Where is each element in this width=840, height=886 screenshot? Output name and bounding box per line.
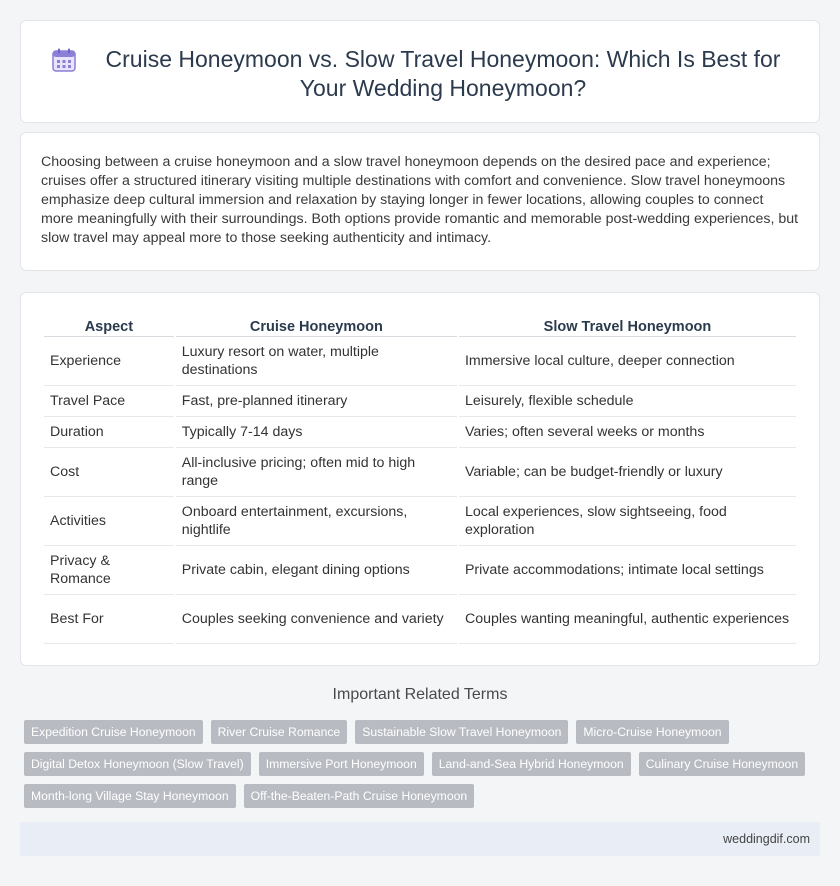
cruise-cell: Private cabin, elegant dining options (176, 546, 457, 595)
cruise-cell: Onboard entertainment, excursions, nightlife (176, 497, 457, 546)
cruise-cell: Fast, pre-planned itinerary (176, 386, 457, 417)
related-term-tag[interactable]: Immersive Port Honeymoon (259, 752, 424, 776)
table-row (44, 546, 796, 595)
table-row (44, 448, 796, 497)
aspect-cell: Experience (44, 337, 174, 386)
footer-site-link[interactable]: weddingdif.com (723, 832, 810, 846)
calendar-icon (51, 47, 77, 73)
related-terms-list (24, 720, 824, 808)
related-term-tag[interactable]: Sustainable Slow Travel Honeymoon (355, 720, 568, 744)
slow-travel-cell: Variable; can be budget-friendly or luxury (459, 448, 796, 497)
slow-travel-cell: Couples wanting meaningful, authentic experiences (459, 595, 796, 644)
table-header-row (44, 315, 796, 337)
related-term-tag[interactable]: Expedition Cruise Honeymoon (24, 720, 203, 744)
footer (20, 822, 820, 856)
comparison-table (42, 315, 798, 644)
aspect-cell: Best For (44, 595, 174, 644)
aspect-cell: Cost (44, 448, 174, 497)
related-term-tag[interactable]: Off-the-Beaten-Path Cruise Honeymoon (244, 784, 475, 808)
related-term-tag[interactable]: Land-and-Sea Hybrid Honeymoon (432, 752, 631, 776)
related-term-tag[interactable]: Micro-Cruise Honeymoon (576, 720, 728, 744)
slow-travel-cell: Local experiences, slow sightseeing, food exploration (459, 497, 796, 546)
slow-travel-cell: Leisurely, flexible schedule (459, 386, 796, 417)
slow-travel-cell: Varies; often several weeks or months (459, 417, 796, 448)
table-row (44, 417, 796, 448)
aspect-cell: Travel Pace (44, 386, 174, 417)
related-terms-title: Important Related Terms (332, 686, 508, 703)
related-term-tag[interactable]: Culinary Cruise Honeymoon (639, 752, 805, 776)
table-row (44, 386, 796, 417)
aspect-cell: Duration (44, 417, 174, 448)
title-card (20, 20, 820, 123)
intro-paragraph: Choosing between a cruise honeymoon and a slow travel honeymoon depends on the desired pace and experience; cruises offer a structured itinerary visiting multiple destinations with comfort and convenience. Slow travel honeymoons emphasize deep cultural immersion and relaxation by staying longer in fewer locations, allowing couples to connect more meaningfully with their surroundings. Both options provide romantic and memorable post-wedding experiences, but slow travel may appeal more to those seeking authenticity and intimacy. (41, 154, 799, 246)
aspect-cell: Activities (44, 497, 174, 546)
page-title: Cruise Honeymoon vs. Slow Travel Honeymoon: Which Is Best for Your Wedding Honeymoon? (105, 46, 781, 101)
cruise-cell: Luxury resort on water, multiple destinations (176, 337, 457, 386)
header-slow-travel: Slow Travel Honeymoon (459, 315, 796, 337)
cruise-cell: Couples seeking convenience and variety (176, 595, 457, 644)
table-row (44, 337, 796, 386)
related-term-tag[interactable]: River Cruise Romance (211, 720, 348, 744)
cruise-cell: Typically 7-14 days (176, 417, 457, 448)
slow-travel-cell: Private accommodations; intimate local settings (459, 546, 796, 595)
slow-travel-cell: Immersive local culture, deeper connection (459, 337, 796, 386)
header-cruise: Cruise Honeymoon (176, 315, 457, 337)
table-row (44, 595, 796, 644)
table-row (44, 497, 796, 546)
aspect-cell: Privacy & Romance (44, 546, 174, 595)
related-term-tag[interactable]: Digital Detox Honeymoon (Slow Travel) (24, 752, 251, 776)
intro-card (20, 132, 820, 271)
comparison-card (20, 292, 820, 666)
related-term-tag[interactable]: Month-long Village Stay Honeymoon (24, 784, 236, 808)
cruise-cell: All-inclusive pricing; often mid to high range (176, 448, 457, 497)
header-aspect: Aspect (44, 315, 174, 337)
